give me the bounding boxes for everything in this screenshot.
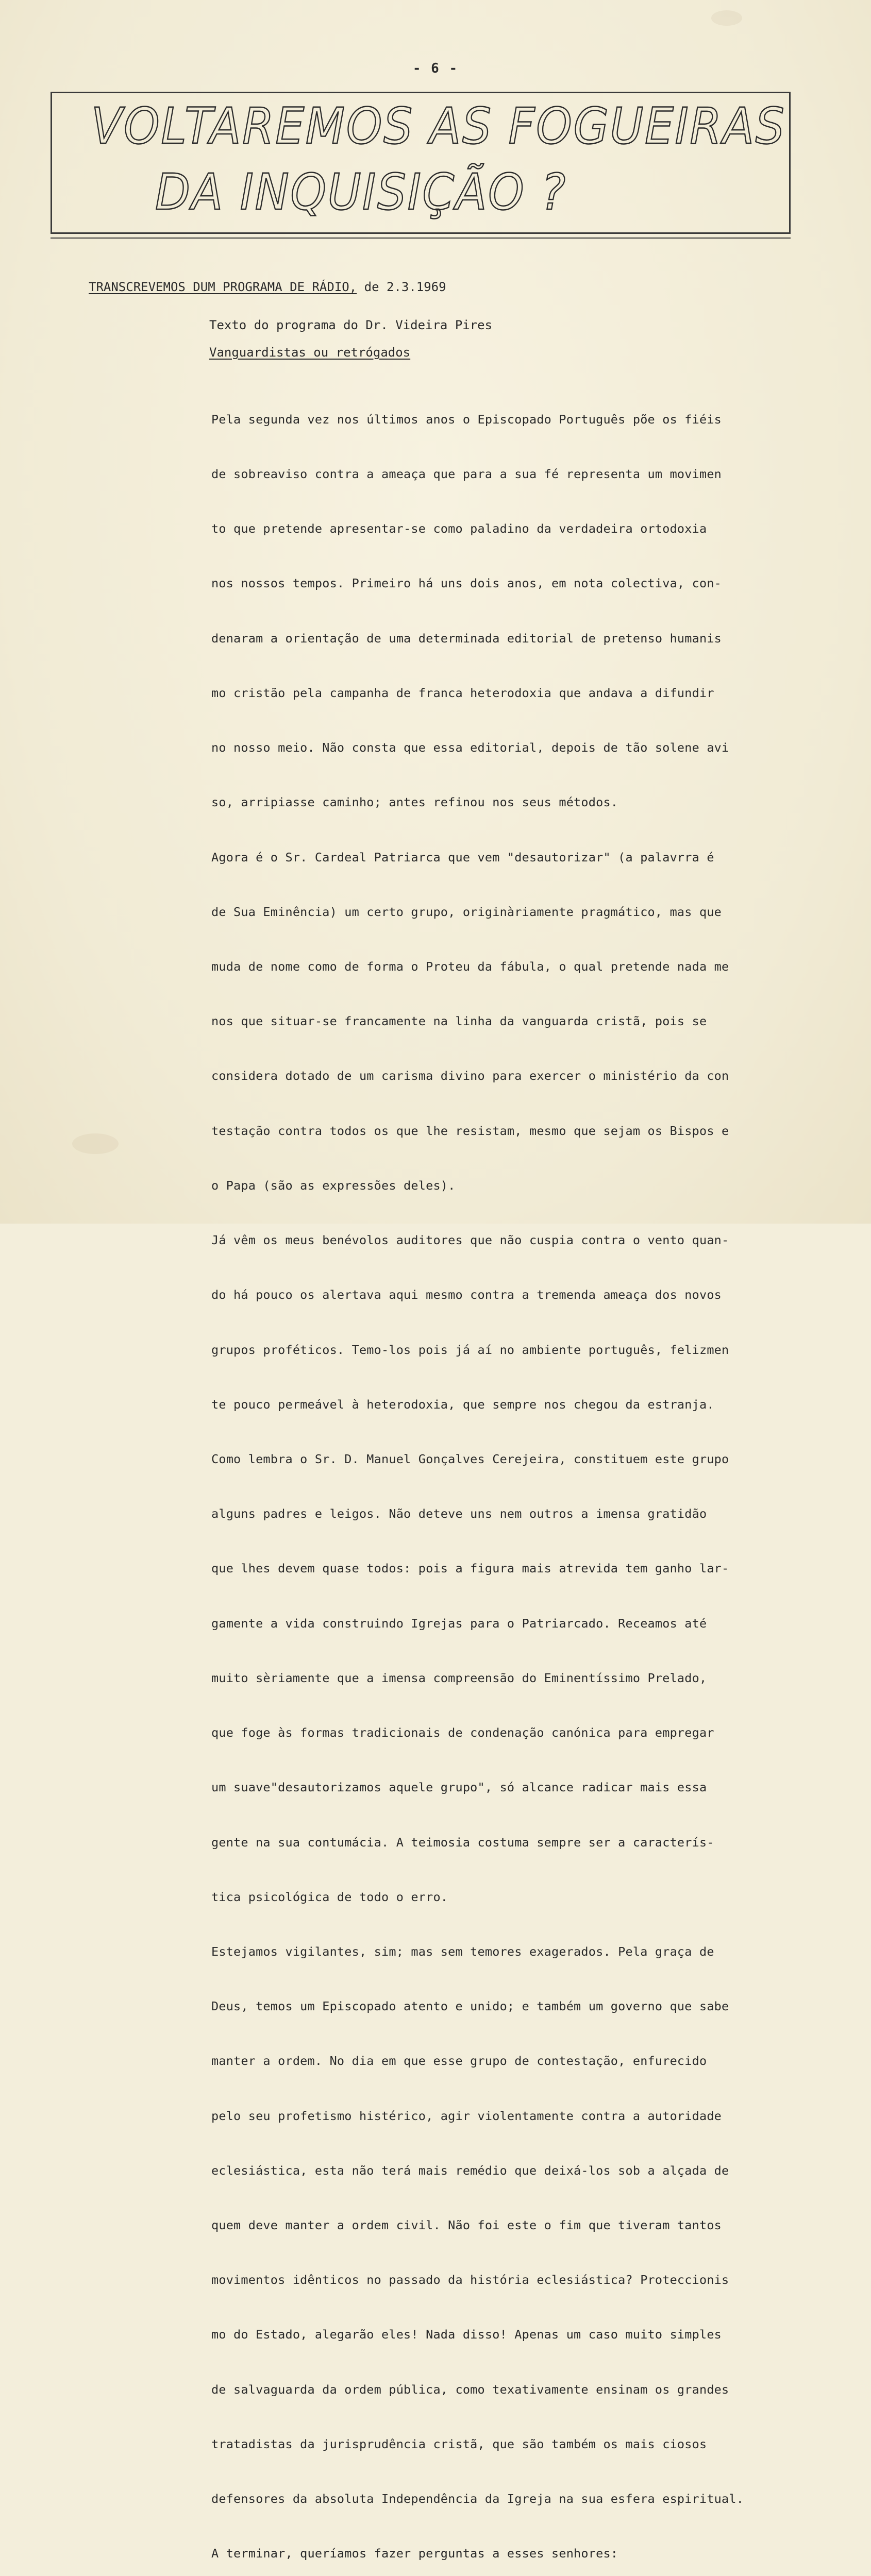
text-line: tratadistas da jurisprudência cristã, que são também os mais ciosos (211, 2436, 707, 2451)
page-number: - 6 - (412, 61, 459, 76)
text-line: do há pouco os alertava aqui mesmo contra a tremenda ameaça dos novos (211, 1287, 722, 1302)
text-line: A terminar, queríamos fazer perguntas a esses senhores: (211, 2546, 618, 2561)
text-line: defensores da absoluta Independência da Igreja na sua esfera espiritual. (211, 2492, 744, 2506)
text-line: gente na sua contumácia. A teimosia costuma sempre ser a caracterís- (211, 1835, 714, 1850)
article-body (211, 374, 804, 2576)
text-line: muito sèriamente que a imensa compreensão do Eminentíssimo Prelado, (211, 1670, 707, 1685)
text-line: movimentos idênticos no passado da história eclesiástica? Proteccionis (211, 2273, 729, 2287)
text-line: pelo seu profetismo histérico, agir violentamente contra a autoridade (211, 2108, 722, 2123)
text-line: mo do Estado, alegarão eles! Nada disso! Apenas um caso muito simples (211, 2327, 722, 2342)
text-line: Deus, temos um Episcopado atento e unido; e também um governo que sabe (211, 1999, 729, 2014)
text-line: um suave"desautorizamos aquele grupo", só alcance radicar mais essa (211, 1780, 707, 1795)
text-line: Agora é o Sr. Cardeal Patriarca que vem "desautorizar" (a palavrra é (211, 850, 714, 865)
text-line: grupos proféticos. Temo-los pois já aí no ambiente português, felizmen (211, 1342, 729, 1357)
text-line: eclesiástica, esta não terá mais remédio que deixá-los sob a alçada de (211, 2163, 729, 2178)
title-line-2: DA INQUISIÇÃO ? (155, 163, 567, 221)
text-line: nos que situar-se francamente na linha da vanguarda cristã, pois se (211, 1014, 707, 1029)
text-line: alguns padres e leigos. Não deteve uns nem outros a imensa gratidão (211, 1506, 707, 1521)
text-line: mo cristão pela campanha de franca heterodoxia que andava a difundir (211, 685, 714, 700)
text-line: nos nossos tempos. Primeiro há uns dois anos, em nota colectiva, con- (211, 576, 722, 591)
section-title: Vanguardistas ou retrógados (209, 345, 411, 360)
text-line: so, arripiasse caminho; antes refinou nos seus métodos. (211, 795, 618, 810)
program-subtitle: Texto do programa do Dr. Videira Pires (209, 318, 493, 332)
heading-prefix: TRANSCREVEMOS DUM PROGRAMA DE RÁDIO, (89, 280, 357, 294)
text-line: tica psicológica de todo o erro. (211, 1889, 448, 1904)
text-line: to que pretende apresentar-se como paladino da verdadeira ortodoxia (211, 521, 707, 536)
heading-date: de 2.3.1969 (357, 280, 446, 294)
text-line: quem deve manter a ordem civil. Não foi este o fim que tiveram tantos (211, 2218, 722, 2233)
text-line: Já vêm os meus benévolos auditores que não cuspia contra o vento quan- (211, 1233, 729, 1248)
text-line: Estejamos vigilantes, sim; mas sem temores exagerados. Pela graça de (211, 1944, 714, 1959)
text-line: Pela segunda vez nos últimos anos o Episcopado Português põe os fiéis (211, 412, 722, 427)
text-line: que lhes devem quase todos: pois a figura mais atrevida tem ganho lar- (211, 1561, 729, 1576)
text-line: muda de nome como de forma o Proteu da fábula, o qual pretende nada me (211, 959, 729, 974)
paper-stain (711, 10, 742, 26)
text-line: Como lembra o Sr. D. Manuel Gonçalves Cerejeira, constituem este grupo (211, 1451, 729, 1466)
text-line: denaram a orientação de uma determinada editorial de pretenso humanis (211, 631, 722, 646)
transcription-heading (89, 280, 446, 294)
text-line: te pouco permeável à heterodoxia, que sempre nos chegou da estranja. (211, 1397, 714, 1412)
text-line: de salvaguarda da ordem pública, como texativamente ensinam os grandes (211, 2382, 729, 2397)
text-line: testação contra todos os que lhe resistam, mesmo que sejam os Bispos e (211, 1123, 729, 1138)
title-box (51, 92, 791, 234)
text-line: o Papa (são as expressões deles). (211, 1178, 456, 1193)
text-line: no nosso meio. Não consta que essa editorial, depois de tão solene avi (211, 740, 729, 755)
title-line-1: VOLTAREMOS AS FOGUEIRAS (91, 97, 786, 155)
text-line: considera dotado de um carisma divino para exercer o ministério da con (211, 1069, 729, 1083)
text-line: de Sua Eminência) um certo grupo, originàriamente pragmático, mas que (211, 904, 722, 919)
text-line: gamente a vida construindo Igrejas para o Patriarcado. Receamos até (211, 1616, 707, 1631)
text-line: manter a ordem. No dia em que esse grupo de contestação, enfurecido (211, 2054, 707, 2069)
text-line: de sobreaviso contra a ameaça que para a sua fé representa um movimen (211, 467, 722, 482)
paper-stain (72, 1133, 119, 1154)
text-line: que foge às formas tradicionais de condenação canónica para empregar (211, 1725, 714, 1740)
